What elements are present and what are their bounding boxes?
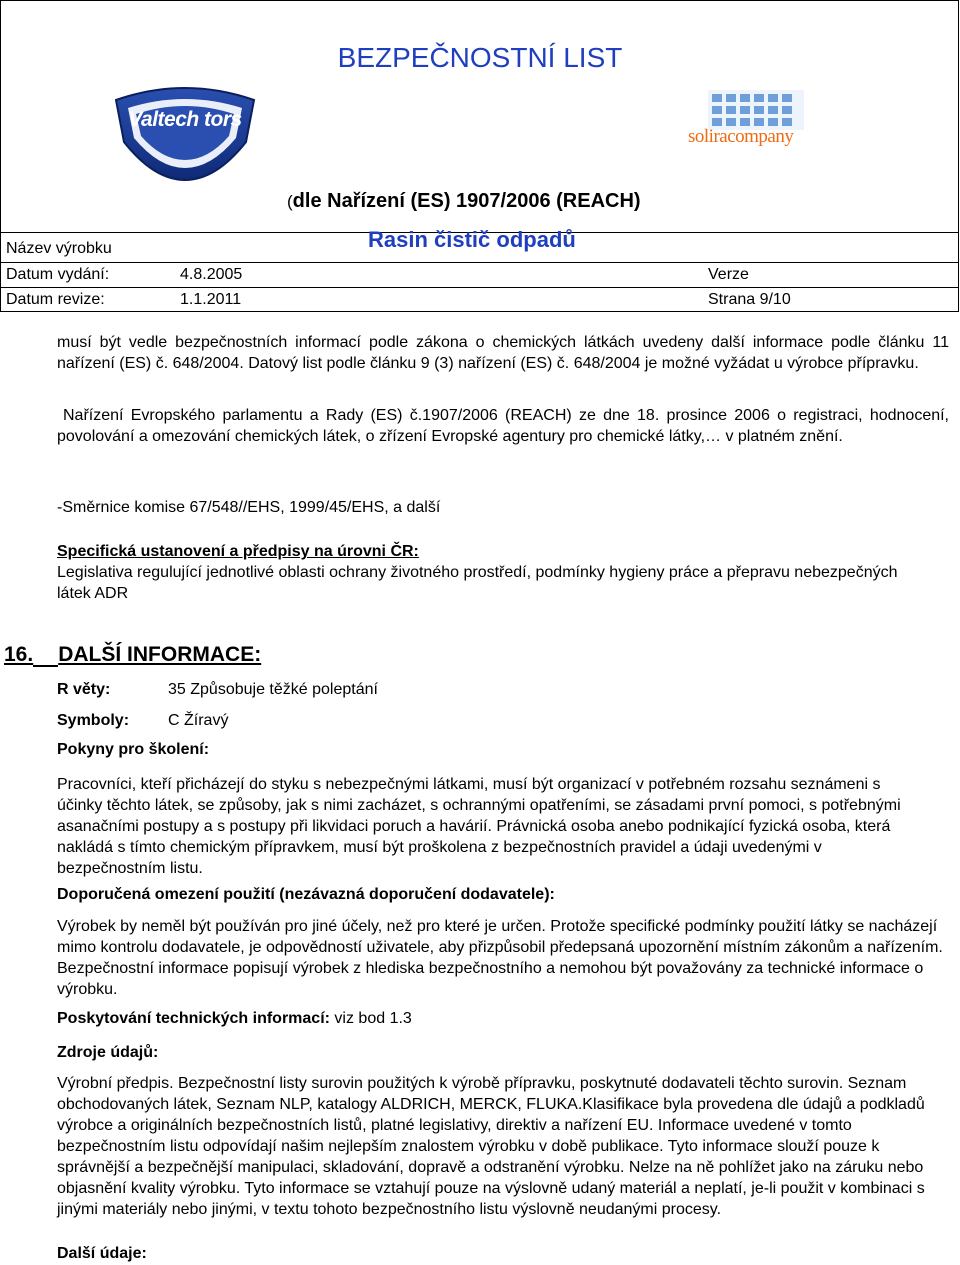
section-16-title: DALŠÍ INFORMACE: — [58, 643, 262, 666]
r-phrases-label: R věty: — [57, 681, 111, 698]
page-title: BEZPEČNOSTNÍ LIST — [337, 42, 623, 73]
symbols-value: C Žíravý — [168, 712, 229, 729]
specific-text: Legislativa regulující jednotlivé oblasti ochrany životného prostředí, podmínky hygieny práce a přepravu nebezpečných látek ADR — [57, 564, 898, 602]
section-16-number: 16. — [4, 643, 34, 666]
sources-label: Zdroje údajů: — [57, 1044, 159, 1061]
version-label: Verze — [708, 266, 749, 283]
issue-date: 4.8.2005 — [180, 266, 243, 283]
training-text: Pracovníci, kteří přicházejí do styku s nebezpečnými látkami, musí být organizací v potřebném rozsahu seznámeni s účinky těchto látek, se způsoby, jak s nimi zacházet, s ochrannými opatřeními, se zásadami první pomoci, s potřebnými asanačními postupy a s postupy při likvidaci poruch a havárií. Právnická osoba anebo podnikající fyzická osoba, která nakládá s tímto chemickým přípravkem, musí být proškolena z bezpečnostních pravidel a údaji uvedenými v bezpečnostním listu. — [57, 776, 901, 877]
product-name: Rasin čistič odpadů — [368, 227, 576, 252]
sources-text: Výrobní předpis. Bezpečnostní listy surovin použitých k výrobě přípravku, poskytnuté dodavateli těchto surovin. Seznam obchodovaných látek, Seznam NLP, katalogy ALDRICH, MERCK, FLUKA.Klasifikace byla provedena dle údajů a podkladů výrobce a originálních bezpečnostních listů, platné legislativy, direktiv a nařízení EU. Informace uvedené v tomto bezpečnostním listu odpovídají našim nejlepším znalostem výrobku v době publikace. Tyto informace slouží pouze k správnější a bezpečnější manipulaci, skladování, dopravě a odstranění výrobku. Nelze na ně pohlížet jako na záruku nebo objasnění kvality výrobku. Tyto informace se vztahují pouze na výslovně udaný materiál a neplatí, je-li použit v kombinaci s jinými materiály nebo jinými, v textu tohoto bezpečnostního listu výslovně neudanými procesy. — [57, 1075, 925, 1218]
revision-label: Datum revize: — [6, 291, 105, 308]
valtech-logo — [106, 82, 264, 182]
header-divider-2 — [0, 262, 959, 263]
page-number: Strana 9/10 — [708, 291, 791, 308]
header-border-top — [0, 0, 959, 1]
regulation-subtitle — [287, 190, 641, 213]
paragraph-detergents: musí být vedle bezpečnostních informací podle zákona o chemických látkách uvedeny další informace podle článku 11 nařízení (ES) č. 648/2004. Datový list podle článku 9 (3) nařízení (ES) č. 648/2004 je možné vyžádat u výrobce přípravku. — [57, 334, 949, 372]
other-info-label: Další údaje: — [57, 1245, 147, 1262]
restriction-label: Doporučená omezení použití (nezávazná doporučení dodavatele): — [57, 886, 555, 903]
r-phrases-value: 35 Způsobuje těžké poleptání — [168, 681, 378, 698]
technical-info-label: Poskytování technických informací: — [57, 1010, 330, 1027]
regulation-paren: ( — [287, 192, 293, 211]
paragraph-reach: Nařízení Evropského parlamentu a Rady (ES) č.1907/2006 (REACH) ze dne 18. prosince 2006 o registraci, hodnocení, povolování a omezování chemických látek, o zřízení Evropské agentury pro chemické látky,… v platném znění. — [57, 407, 949, 445]
solira-logo-text: soliracompany — [688, 126, 794, 147]
section-16-heading — [4, 643, 261, 667]
restriction-text: Výrobek by neměl být používán pro jiné účely, než pro které je určen. Protože specifické podmínky použití látky se nacházejí mimo kontrolu dodavatele, je odpovědností uživatele, aby přizpůsobil předepsaná upozornění místním zákonům a nařízením. Bezpečnostní informace popisují výrobek z hlediska bezpečnostního a nemohou být považovány za technické informace o výrobku. — [57, 918, 943, 998]
specific-heading: Specifická ustanovení a předpisy na úrovni ČR: — [57, 543, 419, 560]
paragraph-directive: -Směrnice komise 67/548//EHS, 1999/45/EHS, a další — [57, 499, 441, 516]
solira-logo — [688, 90, 808, 178]
product-label: Název výrobku — [6, 240, 112, 257]
technical-info-value: viz bod 1.3 — [329, 1010, 412, 1027]
header-divider-3 — [0, 287, 959, 288]
valtech-logo-text: Valtech tors — [128, 108, 242, 131]
issue-label: Datum vydání: — [6, 266, 110, 283]
revision-date: 1.1.2011 — [180, 291, 242, 308]
technical-info — [57, 1008, 412, 1029]
regulation-text: dle Nařízení (ES) 1907/2006 (REACH) — [292, 190, 641, 212]
header-divider-4 — [0, 311, 959, 312]
training-label: Pokyny pro školení: — [57, 741, 210, 758]
symbols-label: Symboly: — [57, 712, 130, 729]
